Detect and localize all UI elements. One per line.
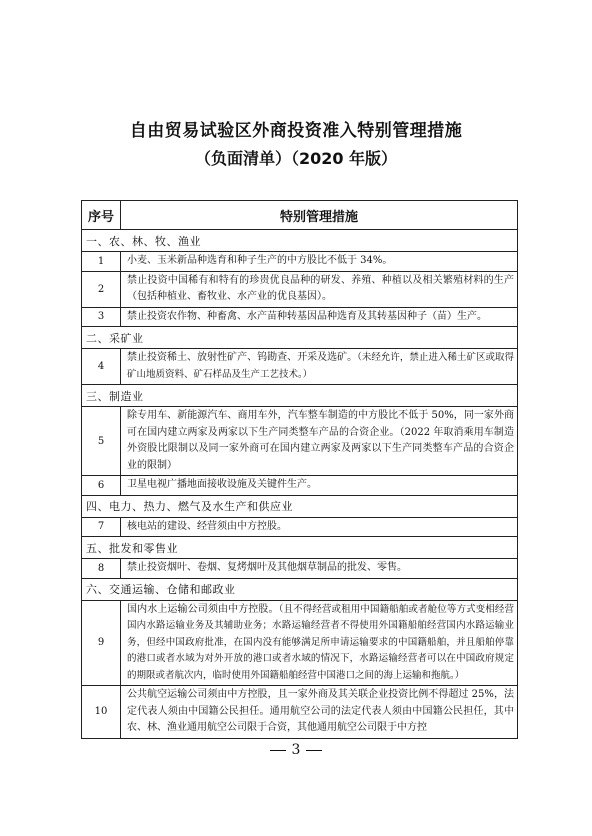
row-number: 3	[82, 307, 121, 327]
section-heading: 五、批发和零售业	[82, 537, 518, 559]
page-number: 3	[291, 742, 301, 758]
row-number: 10	[82, 686, 121, 739]
table-body	[82, 230, 518, 739]
section-heading-row	[82, 537, 518, 559]
table-row	[82, 271, 518, 307]
measure-cell	[121, 600, 518, 686]
row-number: 6	[82, 476, 121, 496]
section-heading: 六、交通运输、仓储和邮政业	[82, 578, 518, 600]
row-number: 5	[82, 407, 121, 476]
measure-text: 核电站的建设、经营须由中方控股。	[127, 520, 287, 532]
measure-note: （未经允许，禁止进入稀土矿区或取得矿山地质资料、矿石样品及生产工艺技术。）	[127, 352, 514, 380]
measure-note: （且不得经营或租用中国籍船舶或者舱位等方式变相经营国内水路运输业务及其辅助业务；水路运输经营者不得使用外国籍船舶经营国内水路运输业务，但经中国政府批准，在国内没有能够满足所申请运输要求的中国籍船舶，并且船舶停靠的港口或者水域为对外开放的港口或者水域的情况下，水路运输经营者可以在中国政府规定的期限或者航次内，临时使用外国籍船舶经营中国港口之间的海上运输和拖航。）	[127, 603, 514, 681]
table-row	[82, 476, 518, 496]
section-heading-row	[82, 230, 518, 252]
footer-dash-right	[306, 750, 322, 751]
section-heading: 二、采矿业	[82, 327, 518, 349]
row-number: 8	[82, 559, 121, 579]
measure-cell	[121, 252, 518, 272]
section-heading: 四、电力、热力、燃气及水生产和供应业	[82, 495, 518, 517]
measure-cell	[121, 349, 518, 385]
section-heading: 三、制造业	[82, 385, 518, 407]
footer-dash-left	[270, 750, 286, 751]
row-number: 2	[82, 271, 121, 307]
measure-cell	[121, 307, 518, 327]
table-row	[82, 252, 518, 272]
measure-text: 国内水上运输公司须由中方控股。	[127, 603, 279, 615]
row-number: 9	[82, 600, 121, 686]
negative-list-table	[81, 200, 518, 739]
measure-text: 除专用车、新能源汽车、商用车外，汽车整车制造的中方股比不低于 50%，同一家外商可在国内建立两家及两家以下生产同类整车产品的合资企业。（2022 年取消乘用车制造外资股比限制以及同一家外商可在国内建立两家及两家以下生产同类整车产品的合资企业的限制）	[127, 410, 514, 471]
measure-cell	[121, 559, 518, 579]
measure-text: 禁止投资中国稀有和特有的珍贵优良品种的研发、养殖、种植以及相关繁殖材料的生产（包括种植业、畜牧业、水产业的优良基因）。	[127, 274, 514, 302]
table-row	[82, 517, 518, 537]
row-number: 1	[82, 252, 121, 272]
document-subtitle: （负面清单）（2020 年版）	[194, 149, 398, 168]
row-number: 7	[82, 517, 121, 537]
table-row	[82, 600, 518, 686]
measure-text: 禁止投资农作物、种畜禽、水产苗种转基因品种选育及其转基因种子（苗）生产。	[127, 310, 487, 322]
section-heading-row	[82, 495, 518, 517]
table-row	[82, 349, 518, 385]
row-number: 4	[82, 349, 121, 385]
measure-text: 禁止投资稀土、放射性矿产、钨勘查、开采及选矿。	[127, 352, 358, 363]
table-row	[82, 559, 518, 579]
header-serial-number: 序号	[82, 201, 121, 230]
measure-text: 小麦、玉米新品种选育和种子生产的中方股比不低于 34%。	[127, 255, 393, 266]
document-title: 自由贸易试验区外商投资准入特别管理措施	[129, 121, 463, 141]
measure-text: 卫星电视广播地面接收设施及关键件生产。	[127, 479, 317, 490]
table-row	[82, 407, 518, 476]
measure-text: 公共航空运输公司须由中方控股，且一家外商及其关联企业投资比例不得超过 25%，法定代表人须由中国籍公民担任。通用航空公司的法定代表人须由中国籍公民担任，其中农、林、渔业通用航空公司限于合资，其他通用航空公司限于中方控	[127, 689, 514, 733]
header-special-measures: 特别管理措施	[121, 201, 518, 230]
page-footer	[0, 742, 592, 758]
measure-cell	[121, 686, 518, 739]
measure-text: 禁止投资烟叶、卷烟、复烤烟叶及其他烟草制品的批发、零售。	[127, 562, 407, 573]
table-header-row	[82, 201, 518, 230]
measure-cell	[121, 476, 518, 496]
table-row	[82, 307, 518, 327]
measure-cell	[121, 517, 518, 537]
measure-cell	[121, 271, 518, 307]
section-heading: 一、农、林、牧、渔业	[82, 230, 518, 252]
table-row	[82, 686, 518, 739]
section-heading-row	[82, 578, 518, 600]
section-heading-row	[82, 385, 518, 407]
section-heading-row	[82, 327, 518, 349]
measure-cell	[121, 407, 518, 476]
